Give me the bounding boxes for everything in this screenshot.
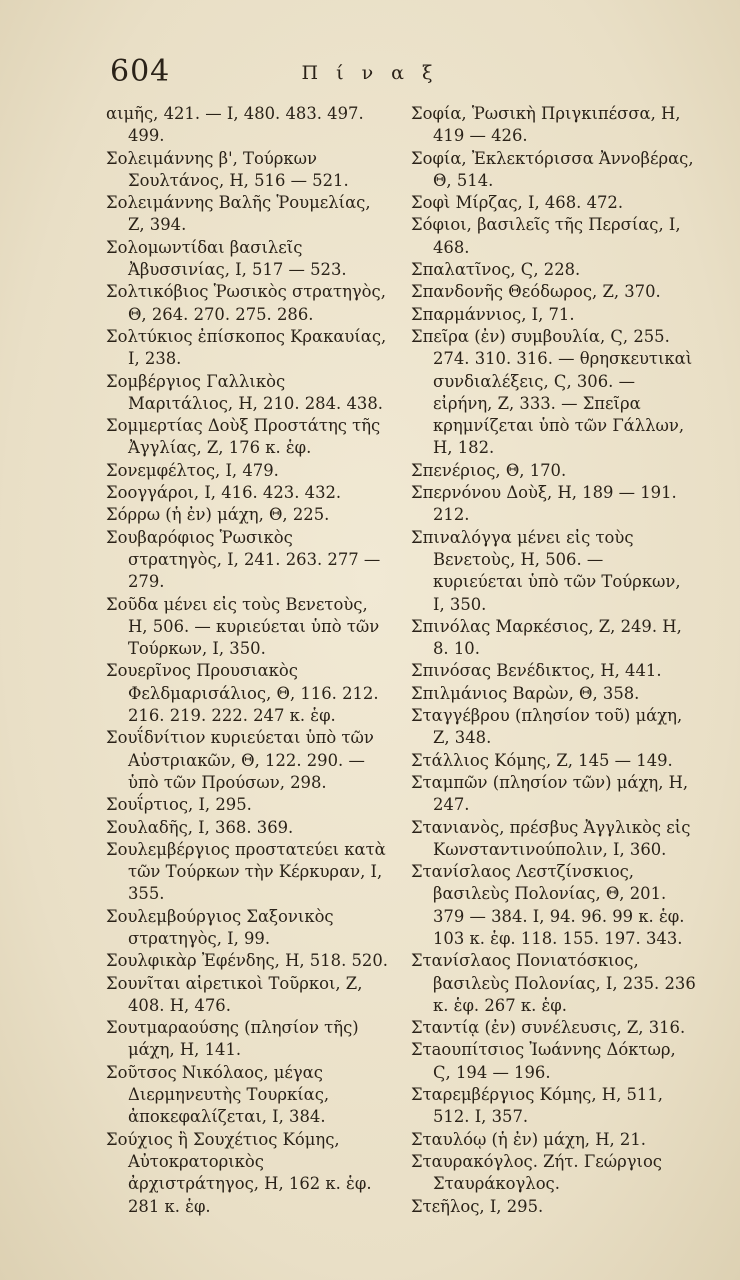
index-entry: Σουνῖται αἱρετικοὶ Τοῦρκοι, Ζ, 408. Η, 476. <box>106 973 363 1015</box>
index-entry: Στάλλιος Κόμης, Ζ, 145 — 149. <box>411 750 673 770</box>
index-entry: Σομβέργιος Γαλλικὸς Μαριτάλιος, Η, 210. 284. 438. <box>106 371 383 413</box>
index-entry: Σολειμάννης β', Τούρκων Σουλτάνος, Η, 516 — 521. <box>106 148 349 190</box>
index-entry: Σπερνόνου Δοὺξ, Η, 189 — 191. 212. <box>411 483 677 525</box>
index-entry: Σταμπῶν (πλησίον τῶν) μάχη, Η, 247. <box>411 772 689 815</box>
index-entry: Σονεμφέλτος, Ι, 479. <box>106 460 279 480</box>
index-entry: Σταρεμβέργιος Κόμης, Η, 511, 512. Ι, 357. <box>411 1085 663 1127</box>
index-entry: Σταντίᾳ (ἐν) συνέλευσις, Ζ, 316. <box>411 1018 686 1038</box>
index-entry: Σταγγέβρου (πλησίον τοῦ) μάχη, Ζ, 348. <box>411 706 683 748</box>
index-entry: Στανίσλαος Πονιατόσκιος, βασιλεὺς Πολονίας, Ι, 235. 236 κ. ἑφ. 267 κ. ἑφ. <box>411 951 696 1015</box>
index-entry: Σολομωντίδαι βασιλεῖς Ἀβυσσινίας, Ι, 517 — 523. <box>106 237 347 280</box>
index-entry: Σουλεμβέργιος προστατεύει κατὰ τῶν Τούρκων τὴν Κέρκυραν, Ι, 355. <box>106 839 386 904</box>
index-entry: Σουΐδνίτιον κυριεύεται ὑπὸ τῶν Αὐστριακῶν, Θ, 122. 290. — ὑπὸ τῶν Προύσων, 298. <box>106 728 374 792</box>
index-entry: Στεῆλος, Ι, 295. <box>411 1196 544 1216</box>
index-entry: Σπινόλας Μαρκέσιος, Ζ, 249. Η, 8. 10. <box>411 616 682 659</box>
index-entry: Σταυρακόγλος. Ζήτ. Γεώργιος Σταυράκογλος. <box>411 1151 662 1194</box>
left-column <box>106 103 388 1218</box>
page-header <box>0 50 740 98</box>
index-entry: Σπανδονῆς Θεόδωρος, Ζ, 370. <box>411 282 661 302</box>
index-entry: Στανιανὸς, πρέσβυς Ἀγγλικὸς εἰς Κωνσταντινούπολιν, Ι, 360. <box>411 817 691 859</box>
index-entry: Σουλαδῆς, Ι, 368. 369. <box>106 817 294 837</box>
index-entry: Σόφιοι, βασιλεῖς τῆς Περσίας, Ι, 468. <box>411 215 681 257</box>
index-entry: Σταυλόῳ (ἡ ἐν) μάχη, Η, 21. <box>411 1129 646 1149</box>
index-entry: Σοογγάροι, Ι, 416. 423. 432. <box>106 483 342 503</box>
index-entry: Σόρρω (ἡ ἐν) μάχη, Θ, 225. <box>106 505 330 525</box>
index-entry: Σοφία, Ἐκλεκτόρισσα Ἀννοβέρας, Θ, 514. <box>411 148 694 190</box>
index-entry: Σπινόσας Βενέδικτος, Η, 441. <box>411 661 662 681</box>
right-column <box>411 103 696 1218</box>
page-title: Π ί ν α ξ <box>301 62 439 84</box>
index-entry: Σοφὶ Μίρζας, Ι, 468. 472. <box>411 193 624 213</box>
index-entry: Σουερῖνος Προυσιακὸς Φελδμαρισάλιος, Θ, 116. 212. 216. 219. 222. 247 κ. ἑφ. <box>106 661 379 726</box>
index-entry: Σοῦτσος Νικόλαος, μέγας Διερμηνευτὴς Τουρκίας, ἀποκεφαλίζεται, Ι, 384. <box>106 1062 330 1127</box>
index-entry: αιμῆς, 421. — Ι, 480. 483. 497. 499. <box>106 104 364 146</box>
index-entry: Σπεῖρα (ἐν) συμβουλία, Ϛ, 255. 274. 310. 316. — θρησκευτικαὶ συνδιαλέξεις, Ϛ, 306. — εἰρήνη, Ζ, 333. — Σπεῖρα κρημνίζεται ὑπὸ τῶν Γάλλων, Η, 182. <box>411 326 693 458</box>
index-entry: Σπιναλόγγα μένει εἰς τοὺς Βενετοὺς, Η, 506. — κυριεύεται ὑπὸ τῶν Τούρκων, Ι, 350. <box>411 527 681 614</box>
index-entry: Σολτικόβιος Ῥωσικὸς στρατηγὸς, Θ, 264. 270. 275. 286. <box>106 282 386 324</box>
index-entry: Σπιλμάνιος Βαρὼν, Θ, 358. <box>411 683 640 703</box>
index-entry: Σουΐρτιος, Ι, 295. <box>106 795 252 815</box>
index-entry: Σοῦδα μένει εἰς τοὺς Βενετοὺς, Η, 506. — κυριεύεται ὑπὸ τῶν Τούρκων, Ι, 350. <box>106 594 380 659</box>
page-number: 604 <box>110 54 171 89</box>
index-entry: Σουλφικὰρ Ἐφένδης, Η, 518. 520. <box>106 951 388 971</box>
index-entry: Σολειμάννης Βαλῆς Ῥουμελίας, Ζ, 394. <box>106 193 371 235</box>
index-entry: Σουβαρόφιος Ῥωσικὸς στρατηγὸς, Ι, 241. 263. 277 — 279. <box>106 527 381 592</box>
index-entry: Σουτμαραούσης (πλησίον τῆς) μάχη, Η, 141. <box>106 1018 359 1060</box>
index-entry: Σουλεμβούργιος Σαξονικὸς στρατηγὸς, Ι, 99. <box>106 906 334 948</box>
index-entry: Σπαλατῖνος, Ϛ, 228. <box>411 260 581 280</box>
index-entry: Σπαρμάννιος, Ι, 71. <box>411 304 575 324</box>
index-entry: Σπενέριος, Θ, 170. <box>411 460 567 480</box>
index-entry: Σομμερτίας Δοὺξ Προστάτης τῆς Ἀγγλίας, Ζ, 176 κ. ἑφ. <box>106 416 381 458</box>
index-entry: Σούχιος ἢ Σουχέτιος Κόμης, Αὐτοκρατορικὸς ἀρχιστράτηγος, Η, 162 κ. ἑφ. 281 κ. ἑφ. <box>106 1129 372 1216</box>
index-entry: Σολτύκιος ἐπίσκοπος Κρακαυίας, Ι, 238. <box>106 326 387 369</box>
index-entry: Στανίσλαος Λεστζίνσκιος, βασιλεὺς Πολονίας, Θ, 201. 379 — 384. Ι, 94. 96. 99 κ. ἑφ. 103 κ. ἑφ. 118. 155. 197. 343. <box>411 862 685 948</box>
index-entry: Στaουπίτσιος Ἰωάννης Δόκτωρ, Ϛ, 194 — 196. <box>411 1040 676 1082</box>
index-entry: Σοφία, Ῥωσικὴ Πριγκιπέσσα, Η, 419 — 426. <box>411 104 681 146</box>
